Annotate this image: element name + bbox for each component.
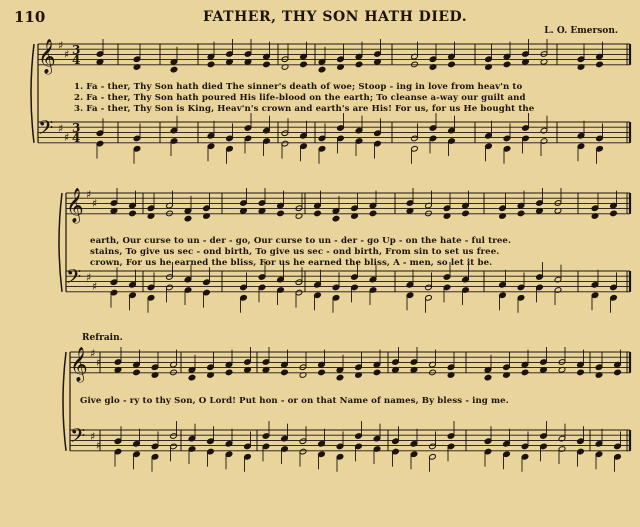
note-head bbox=[373, 369, 381, 376]
sharp-icon: ♯ bbox=[96, 356, 102, 369]
note-head bbox=[277, 210, 285, 217]
sharp-icon: ♯ bbox=[64, 48, 70, 61]
note-head bbox=[332, 215, 340, 222]
note-head bbox=[207, 61, 215, 68]
sharp-icon: ♯ bbox=[86, 188, 92, 201]
note-head bbox=[517, 210, 525, 217]
sharp-icon: ♯ bbox=[58, 39, 64, 52]
note-head bbox=[448, 61, 456, 68]
time-signature: 3 bbox=[72, 121, 81, 135]
brace-icon bbox=[59, 193, 62, 292]
treble-clef-icon: 𝄞 bbox=[66, 188, 84, 223]
note-head bbox=[133, 369, 141, 376]
sharp-icon: ♯ bbox=[92, 197, 98, 210]
bass-clef-icon: 𝄢 bbox=[38, 116, 54, 144]
verse-1-line-2: earth, Our curse to un - der - go, Our curse to un - der - go Up - on the hate - ful tree. bbox=[90, 236, 512, 246]
page-number: 110 bbox=[14, 8, 46, 26]
treble-clef-icon: 𝄞 bbox=[70, 347, 88, 382]
verse-3-line-2: crown, For us he earned the bliss, For us he earned the bliss, A - men, so let it be. bbox=[90, 258, 493, 268]
hymn-title: FATHER, THY SON HATH DIED. bbox=[202, 9, 468, 25]
note-head bbox=[521, 369, 529, 376]
sharp-icon: ♯ bbox=[86, 271, 92, 284]
note-head bbox=[314, 210, 322, 217]
composer-credit: L. O. Emerson. bbox=[544, 26, 618, 36]
note-head bbox=[129, 210, 137, 217]
bass-clef-icon: 𝄢 bbox=[66, 265, 82, 293]
refrain-label: Refrain. bbox=[82, 333, 123, 343]
note-head bbox=[300, 61, 308, 68]
note-head bbox=[188, 374, 196, 381]
brace-icon bbox=[31, 44, 34, 143]
note-head bbox=[281, 369, 289, 376]
note-head bbox=[263, 61, 271, 68]
time-signature: 4 bbox=[72, 53, 81, 67]
verse-1-line-1: 1. Fa - ther, Thy Son hath died The sinner's death of woe; Stoop - ing in love from heav'n to bbox=[74, 82, 523, 92]
bass-clef-icon: 𝄢 bbox=[70, 424, 86, 452]
note-head bbox=[170, 66, 178, 73]
sharp-icon: ♯ bbox=[92, 280, 98, 293]
verse-2-line-1: 2. Fa - ther, Thy Son hath poured His life-blood on the earth; To cleanse a-way our guilt and bbox=[74, 93, 526, 103]
note-head bbox=[225, 369, 233, 376]
sharp-icon: ♯ bbox=[58, 122, 64, 135]
note-head bbox=[503, 61, 511, 68]
time-signature: 3 bbox=[72, 43, 81, 57]
brace-icon bbox=[63, 352, 66, 451]
note-head bbox=[484, 374, 492, 381]
note-head bbox=[369, 210, 377, 217]
sharp-icon: ♯ bbox=[96, 439, 102, 452]
note-head bbox=[355, 61, 363, 68]
treble-clef-icon: 𝄞 bbox=[38, 39, 56, 74]
sharp-icon: ♯ bbox=[90, 430, 96, 443]
time-signature: 4 bbox=[72, 131, 81, 145]
note-head bbox=[577, 369, 585, 376]
verse-3-line-1: 3. Fa - ther, Thy Son is King, Heav'n's crown and earth's are His! For us, for us He bought the bbox=[74, 104, 535, 114]
sharp-icon: ♯ bbox=[90, 347, 96, 360]
note-head bbox=[596, 61, 604, 68]
note-head bbox=[462, 210, 470, 217]
note-head bbox=[318, 66, 326, 73]
note-head bbox=[318, 369, 326, 376]
note-head bbox=[184, 215, 192, 222]
note-head bbox=[336, 374, 344, 381]
sharp-icon: ♯ bbox=[64, 131, 70, 144]
note-head bbox=[614, 369, 622, 376]
verse-2-line-2: stains, To give us sec - ond birth, To give us sec - ond birth, From sin to set us free. bbox=[90, 247, 500, 257]
refrain-lyric: Give glo - ry to thy Son, O Lord! Put hon - or on that Name of names, By bless - ing me. bbox=[80, 396, 509, 406]
note-head bbox=[610, 210, 618, 217]
